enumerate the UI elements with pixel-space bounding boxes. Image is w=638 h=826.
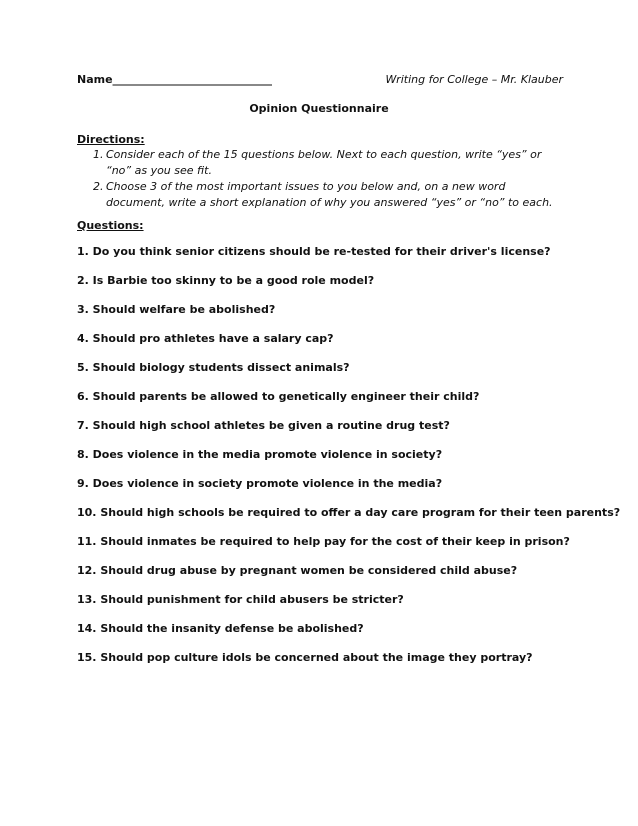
direction-number: 2. (93, 180, 104, 193)
question-item: 7. Should high school athletes be given a routine drug test? (77, 419, 450, 432)
question-item: 2. Is Barbie too skinny to be a good role model? (77, 274, 375, 287)
course-title: Writing for College – Mr. Klauber (385, 73, 563, 86)
question-item: 13. Should punishment for child abusers be stricter? (77, 593, 404, 606)
question-item: 9. Does violence in society promote violence in the media? (77, 477, 443, 490)
questions-heading: Questions: (77, 219, 144, 232)
question-item: 10. Should high schools be required to offer a day care program for their teen parents? (77, 506, 621, 519)
name-field: Name_____________________________ (77, 73, 273, 86)
question-item: 12. Should drug abuse by pregnant women be considered child abuse? (77, 564, 518, 577)
question-item: 11. Should inmates be required to help pay for the cost of their keep in prison? (77, 535, 570, 548)
directions-heading: Directions: (77, 133, 145, 146)
question-item: 8. Does violence in the media promote violence in society? (77, 448, 443, 461)
direction-text: Consider each of the 15 questions below. Next to each question, write “yes” or “no” as you see fit. (106, 148, 542, 177)
direction-text: Choose 3 of the most important issues to you below and, on a new word document, write a short explanation of why you answered “yes” or “no” to each. (106, 180, 553, 209)
question-item: 1. Do you think senior citizens should be re-tested for their driver's license? (77, 245, 551, 258)
direction-item (77, 147, 563, 179)
question-item: 15. Should pop culture idols be concerned about the image they portray? (77, 651, 533, 664)
header-row (77, 73, 563, 89)
question-item: 3. Should welfare be abolished? (77, 303, 276, 316)
page-title: Opinion Questionnaire (249, 102, 389, 115)
directions-list (77, 147, 563, 211)
question-item: 6. Should parents be allowed to genetically engineer their child? (77, 390, 480, 403)
direction-item (77, 179, 563, 211)
direction-number: 1. (93, 148, 104, 161)
question-item: 5. Should biology students dissect animals? (77, 361, 350, 374)
question-item: 14. Should the insanity defense be abolished? (77, 622, 364, 635)
question-item: 4. Should pro athletes have a salary cap? (77, 332, 334, 345)
